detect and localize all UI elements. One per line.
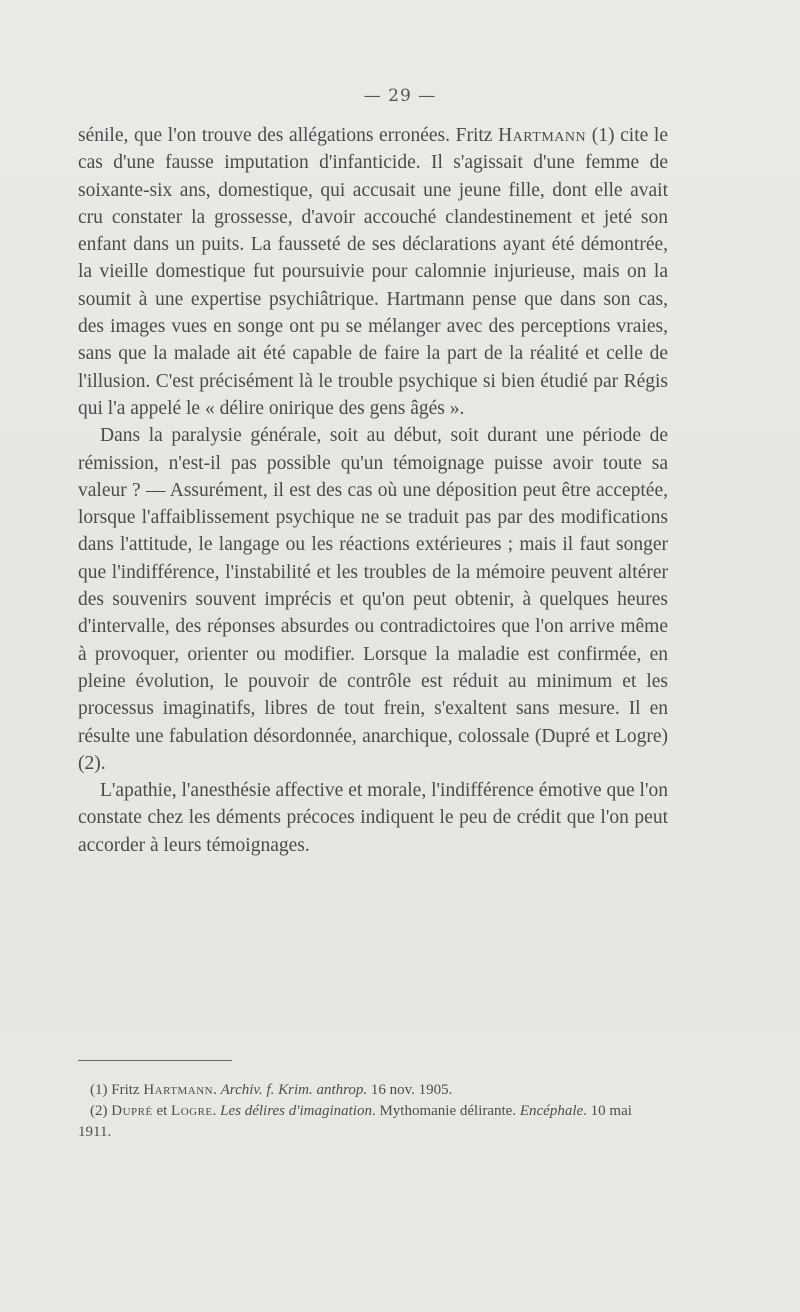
footnote-2-title: Les délires d'imagination <box>220 1103 372 1119</box>
footnotes <box>78 1080 668 1143</box>
paragraph-2-text: Dans la paralysie générale, soit au début, soit durant une période de rémission, n'est-il pas possible qu'un témoignage puisse avoir toute sa valeur ? — Assurément, il est des cas où une déposition peut être acceptée, lorsque l'affaiblissement psychique ne se traduit pas par des modifications dans l'attitude, le langage ou les réactions extérieures ; mais il faut songer que l'indifférence, l'instabilité et les troubles de la mémoire peuvent altérer des souvenirs souvent imprécis et qu'on peut obtenir, à quelques heures d'intervalle, des réponses absurdes ou contradictoires que l'on arrive même à provoquer, orienter ou modifier. Lorsque la maladie est confirmée, en pleine évolution, le pouvoir de contrôle est réduit au minimum et les processus imaginatifs, libres de tout frein, s'exaltent sans mesure. Il en résulte une fabulation désordonnée, anarchique, colossale (Dupré et Logre) (2). <box>78 425 668 774</box>
footnote-1-date: 16 nov. 1905. <box>367 1082 453 1098</box>
footnote-1-journal: Archiv. f. Krim. anthrop. <box>220 1082 368 1098</box>
footnote-2-date: . 10 mai 1911. <box>78 1103 632 1140</box>
paragraph-1-text-b: (1) cite le cas d'une fausse imputation d'infanticide. Il s'agissait d'une femme de soixante-six ans, domestique, qui accusait une jeune fille, dont elle avait cru constater la grossesse, d'avoir accouché clandestinement et jeté son enfant dans un puits. La fausseté de ses déclarations ayant été démontrée, la vieille domestique fut poursuivie pour calomnie injurieuse, mais on la soumit à une expertise psychiâtrique. Hartmann pense que dans son cas, des images vues en songe ont pu se mélanger avec des perceptions vraies, sans que la malade ait été capable de faire la part de la réalité et celle de l'illusion. C'est précisément là le trouble psychique si bien étudié par Régis qui l'a appelé le « délire onirique des gens âgés ». <box>78 125 668 419</box>
paragraph-3-text: L'apathie, l'anesthésie affective et morale, l'indifférence émotive que l'on constate chez les déments précoces indiquent le peu de crédit que l'on peut accorder à leurs témoignages. <box>78 780 668 856</box>
paragraph-1-text-a: sénile, que l'on trouve des allégations erronées. Fritz <box>78 125 499 146</box>
body-text <box>78 122 668 859</box>
footnote-1-author: Hartmann <box>143 1082 214 1098</box>
paragraph-2 <box>78 422 668 777</box>
footnote-2-punct: . <box>212 1103 221 1119</box>
footnote-2-conj: et <box>152 1103 172 1119</box>
footnote-1 <box>78 1080 668 1101</box>
footnote-1-marker: (1) Fritz <box>90 1082 144 1098</box>
footnote-2-author-logre: Logre <box>171 1103 213 1119</box>
footnote-2-journal: Encéphale <box>519 1103 584 1119</box>
paragraph-1 <box>78 122 668 422</box>
footnote-2-author-dupre: Dupré <box>111 1103 153 1119</box>
footnote-2 <box>78 1101 668 1143</box>
footnote-2-subtitle: . Mythomanie délirante. <box>371 1103 520 1119</box>
author-name-hartmann: Hartmann <box>498 125 587 146</box>
footnote-2-marker: (2) <box>90 1103 112 1119</box>
page-number: — 29 — <box>363 86 437 106</box>
paragraph-3 <box>78 777 668 859</box>
footnote-1-punct: . <box>213 1082 221 1098</box>
footnote-divider <box>78 1060 232 1061</box>
